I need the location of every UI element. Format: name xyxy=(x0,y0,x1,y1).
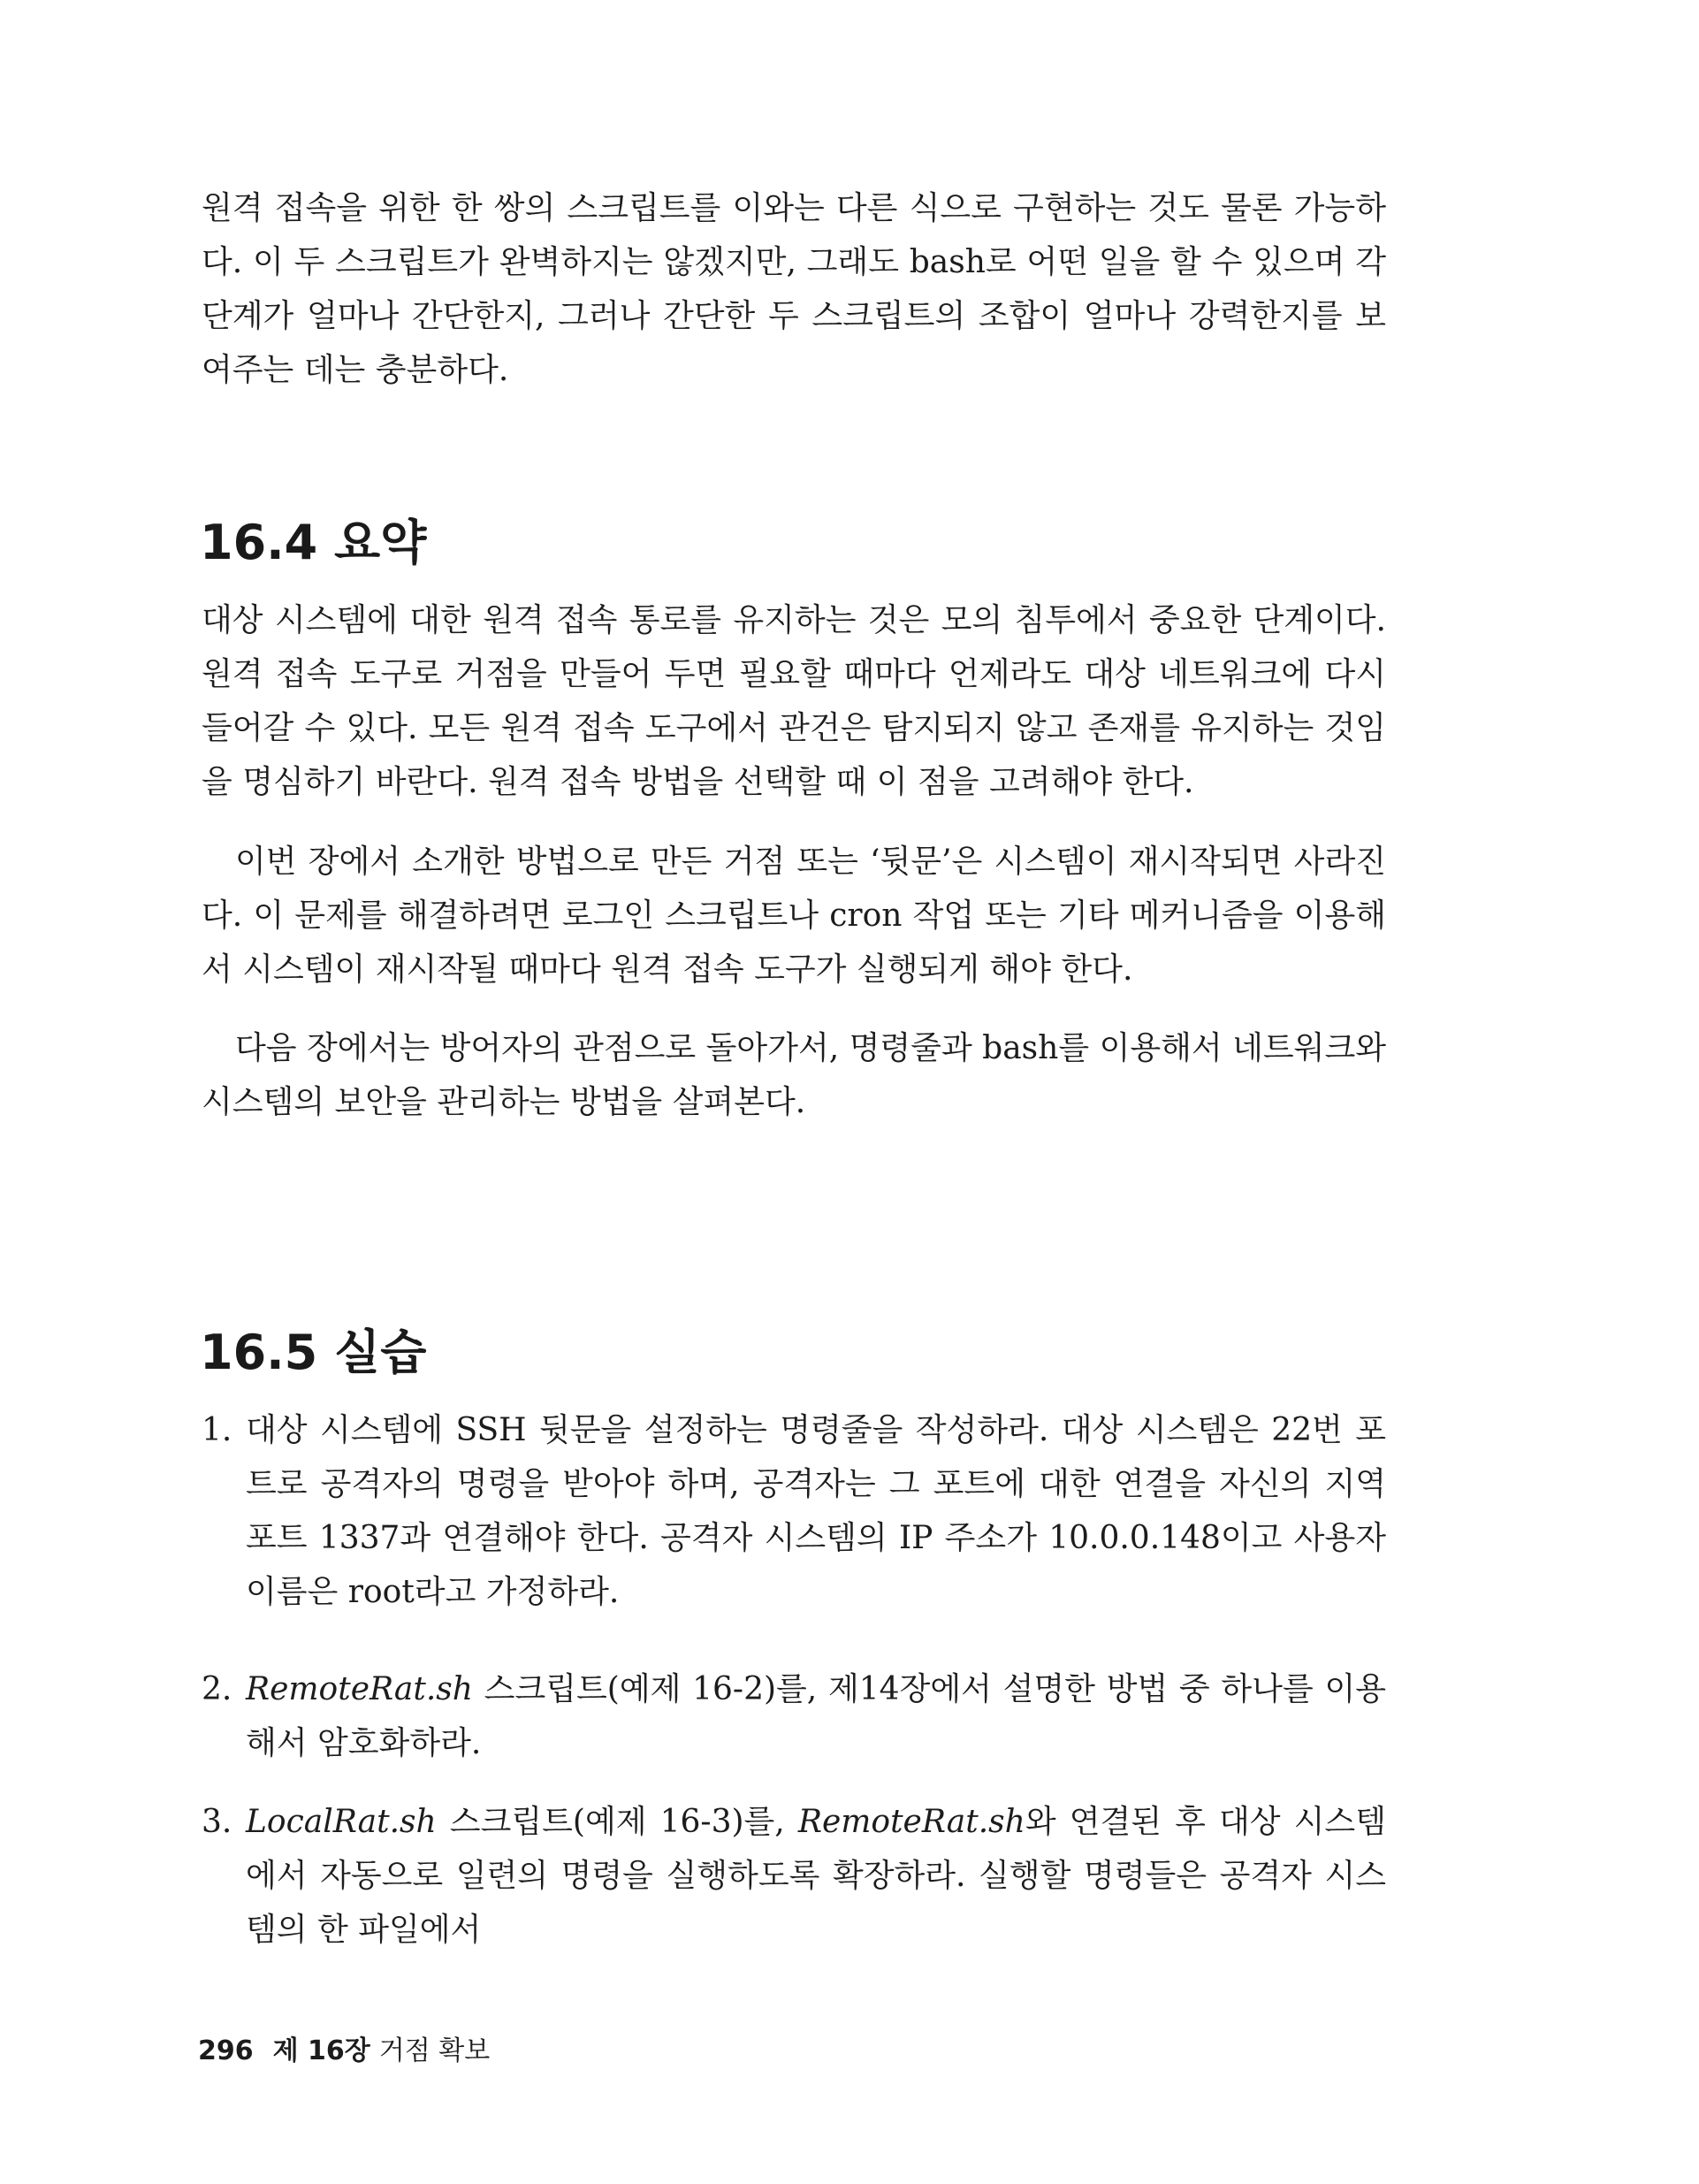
summary-paragraph-2: 이번 장에서 소개한 방법으로 만든 거점 또는 ‘뒷문’은 시스템이 재시작되면 사라진다. 이 문제를 해결하려면 로그인 스크립트나 cron 작업 또는 기타 메커니즘을 이용해서 시스템이 재시작될 때마다 원격 접속 도구가 실행되게 해야 한다. xyxy=(202,844,1386,988)
section-heading-exercises: 16.5 실습 xyxy=(200,1325,427,1380)
exercise-text-body: 스크립트(예제 16-2)를, 제14장에서 설명한 방법 중 하나를 이용해서 암호화하라. xyxy=(246,1671,1386,1761)
section-heading-summary: 16.4 요약 xyxy=(200,515,427,570)
exercise-text xyxy=(246,1795,1386,1957)
exercise-text-part: 와 연결된 후 대상 시스템에서 자동으로 일련의 명령을 실행하도록 확장하라. 실행할 명령들은 공격자 시스템의 한 파일에서 xyxy=(246,1804,1386,1948)
exercise-number: 3. xyxy=(202,1804,232,1840)
chapter-label: 제 16장 xyxy=(272,2035,370,2066)
summary-paragraph-3: 다음 장에서는 방어자의 관점으로 돌아가서, 명령줄과 bash를 이용해서 네트워크와 시스템의 보안을 관리하는 방법을 살펴본다. xyxy=(202,1030,1386,1120)
exercise-number: 1. xyxy=(202,1412,232,1448)
exercise-text xyxy=(246,1662,1386,1770)
chapter-title: 거점 확보 xyxy=(378,2035,491,2066)
page-footer xyxy=(198,2034,490,2069)
script-filename: LocalRat.sh xyxy=(246,1804,437,1840)
summary-paragraph-1: 대상 시스템에 대한 원격 접속 통로를 유지하는 것은 모의 침투에서 중요한 단계이다. 원격 접속 도구로 거점을 만들어 두면 필요할 때마다 언제라도 대상 네트워크에 다시 들어갈 수 있다. 모든 원격 접속 도구에서 관건은 탐지되지 않고 존재를 유지하는 것임을 명심하기 바란다. 원격 접속 방법을 선택할 때 이 점을 고려해야 한다. xyxy=(202,602,1386,800)
script-filename: RemoteRat.sh xyxy=(246,1671,473,1707)
script-filename: RemoteRat.sh xyxy=(797,1804,1025,1840)
intro-paragraph: 원격 접속을 위한 한 쌍의 스크립트를 이와는 다른 식으로 구현하는 것도 물론 가능하다. 이 두 스크립트가 완벽하지는 않겠지만, 그래도 bash로 어떤 일을 할 수 있으며 각 단계가 얼마나 간단한지, 그러나 간단한 두 스크립트의 조합이 얼마나 강력한지를 보여주는 데는 충분하다. xyxy=(202,190,1386,388)
page-number: 296 xyxy=(198,2035,254,2066)
exercise-number: 2. xyxy=(202,1671,232,1707)
exercise-text: 대상 시스템에 SSH 뒷문을 설정하는 명령줄을 작성하라. 대상 시스템은 22번 포트로 공격자의 명령을 받아야 하며, 공격자는 그 포트에 대한 연결을 자신의 지역 포트 1337과 연결해야 한다. 공격자 시스템의 IP 주소가 10.0.0.148이고 사용자 이름은 root라고 가정하라. xyxy=(246,1412,1386,1610)
exercise-text-part: 스크립트(예제 16-3)를, xyxy=(436,1804,798,1840)
